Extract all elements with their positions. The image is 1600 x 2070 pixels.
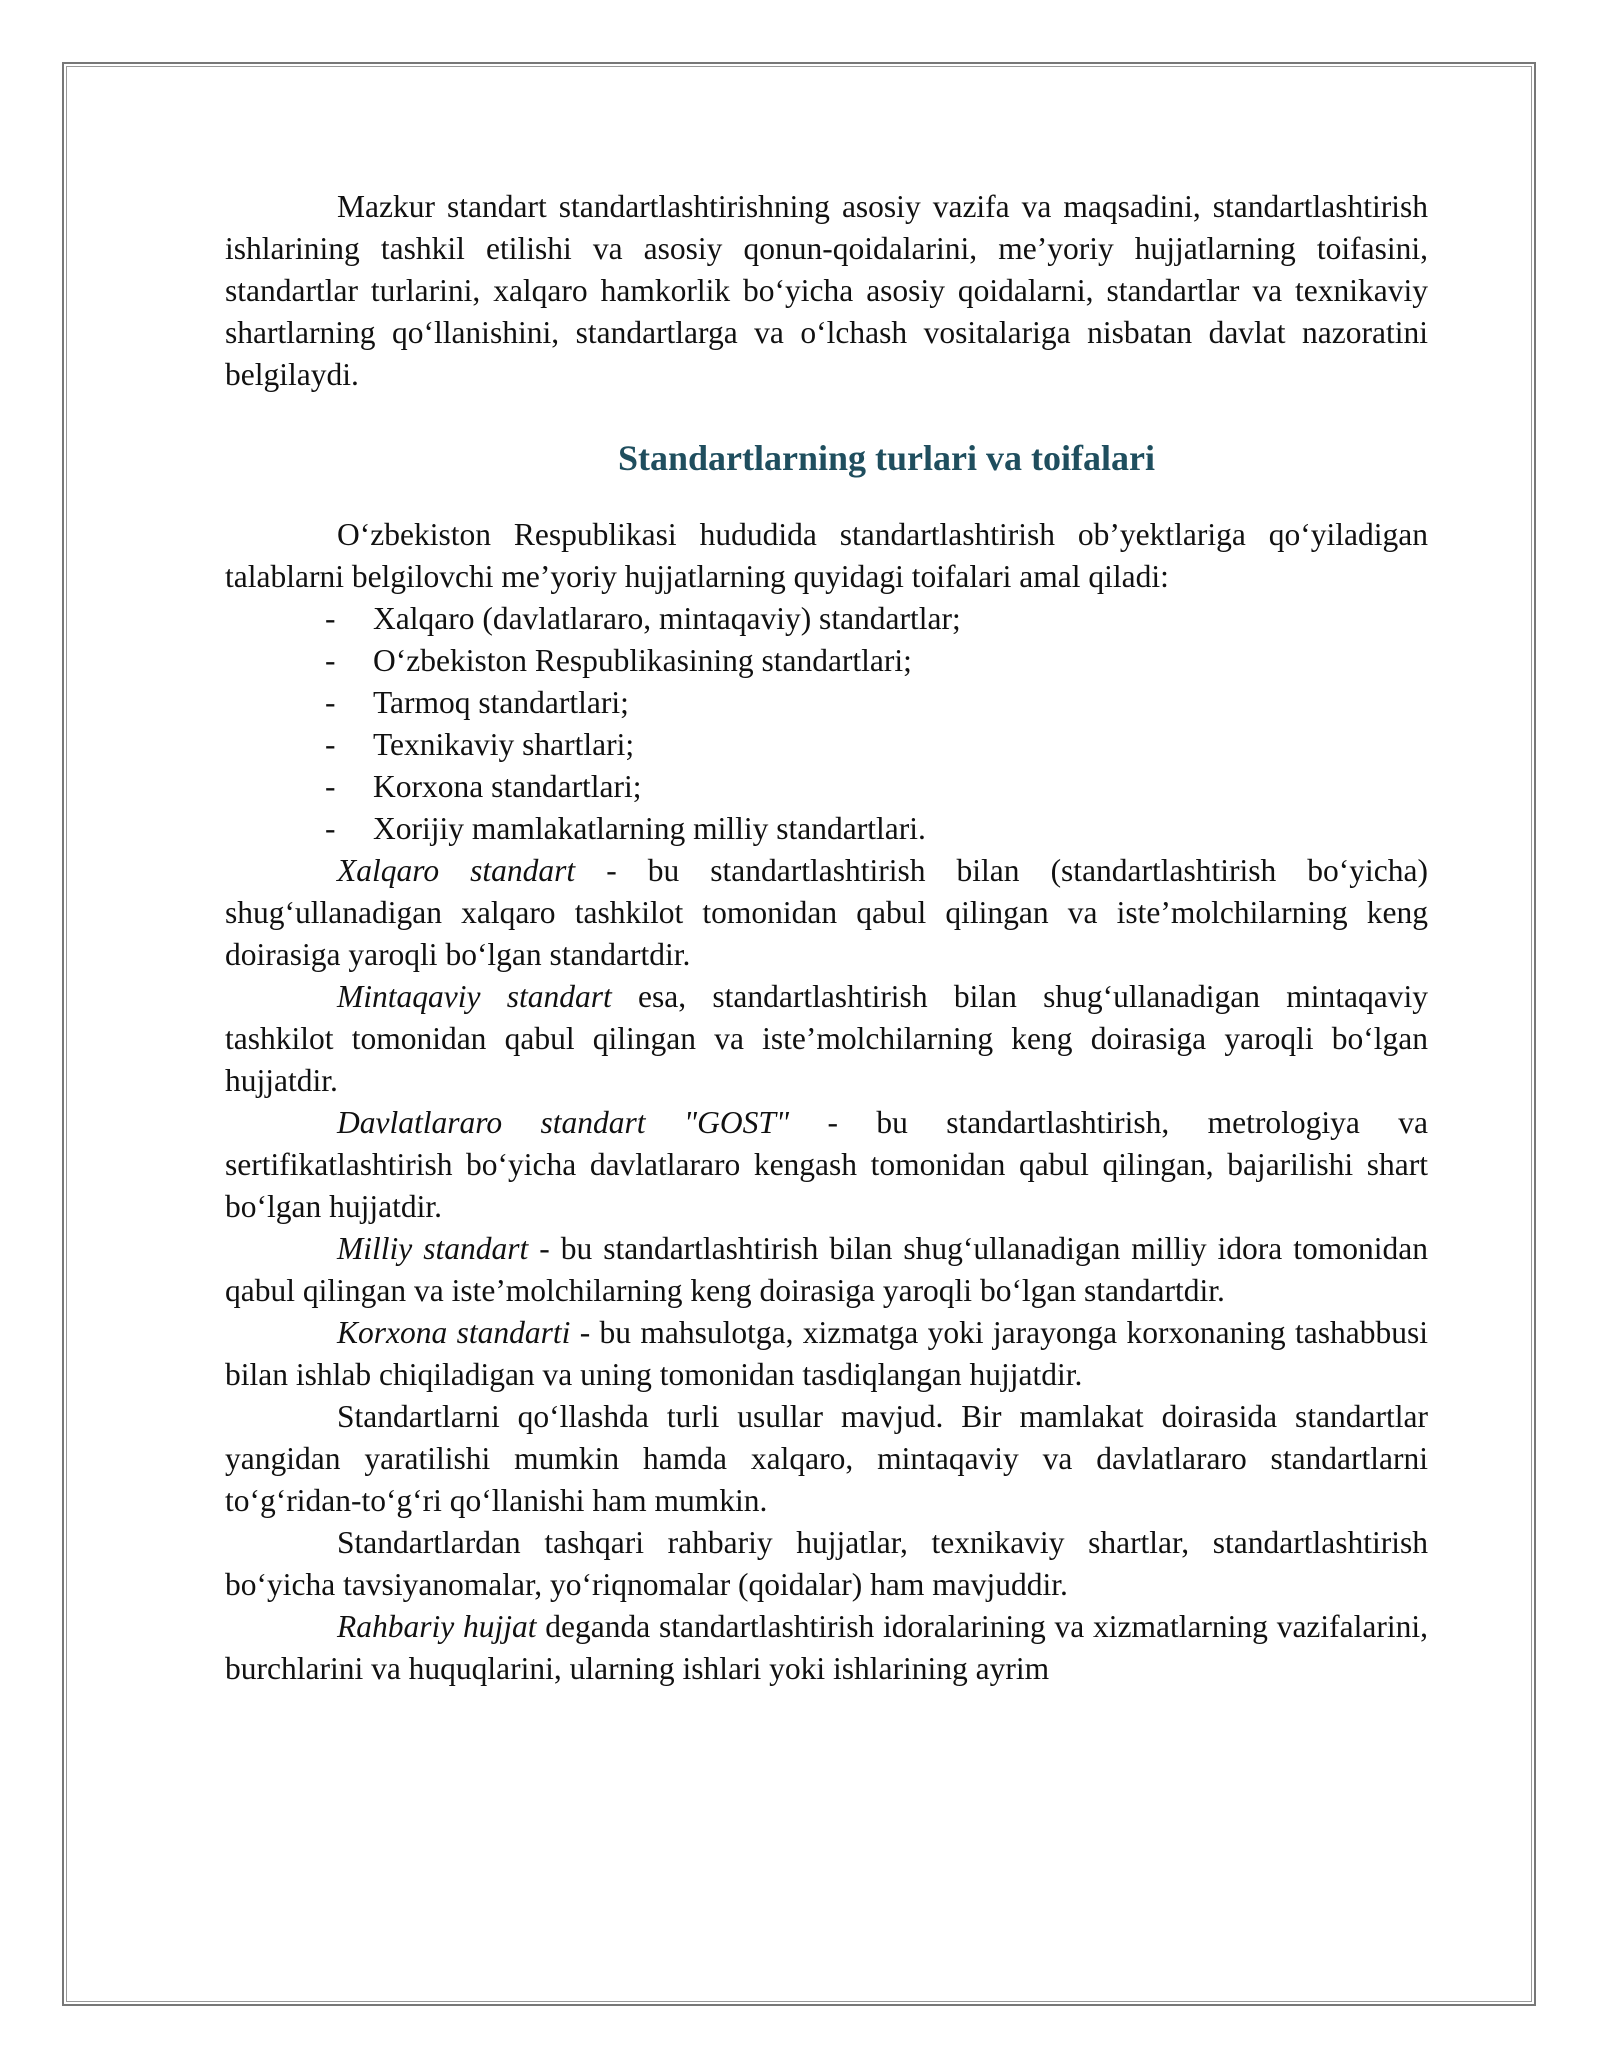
list-item-text: Xalqaro (davlatlararo, mintaqaviy) standartlar;: [373, 601, 961, 636]
list-item: [325, 598, 1428, 640]
list-item: [325, 724, 1428, 766]
final-text: deganda standartlashtirish idoralarining va xizmatlarning vazifalarini, burchlarini va huquqlarini, ularning ishlari yoki ishlarining ayrim: [225, 1609, 1428, 1686]
definition-text: - bu standartlashtirish bilan (standartlashtirish bo‘yicha) shug‘ullanadigan xalqaro tashkilot tomonidan qabul qilingan va iste’molchilarning keng doirasiga yaroqli bo‘lgan standartdir.: [225, 853, 1428, 972]
list-item-text: Korxona standartlari;: [373, 769, 642, 804]
list-bullet: -: [325, 727, 336, 762]
definition-term: Mintaqaviy standart: [337, 979, 612, 1014]
list-bullet: -: [325, 769, 336, 804]
definition-paragraph: [225, 850, 1428, 976]
lead-paragraph: O‘zbekiston Respublikasi hududida standartlashtirish ob’yektlariga qo‘yiladigan talablarni belgilovchi me’yoriy hujjatlarning quyidagi toifalari amal qiladi:: [225, 517, 1428, 594]
intro-paragraph: Mazkur standart standartlashtirishning asosiy vazifa va maqsadini, standartlashtirish ishlarining tashkil etilishi va asosiy qonun-qoidalarini, me’yoriy hujjatlarning toifasini, standartlar turlarini, xalqaro hamkorlik bo‘yicha asosiy qoidalarni, standartlar va texnikaviy shartlarning qo‘llanishini, standartlarga va o‘lchash vositalariga nisbatan davlat nazoratini belgilaydi.: [225, 189, 1428, 392]
definition-paragraph: [225, 1102, 1428, 1228]
list-item-text: Tarmoq standartlari;: [373, 685, 629, 720]
list-item-text: Texnikaviy shartlari;: [373, 727, 635, 762]
list-bullet: -: [325, 811, 336, 846]
definition-paragraph: [225, 1228, 1428, 1312]
definition-term: Davlatlararo standart "GOST": [337, 1105, 790, 1140]
list-bullet: -: [325, 601, 336, 636]
list-item: [325, 766, 1428, 808]
final-term: Rahbariy hujjat: [337, 1609, 537, 1644]
definition-text: - bu mahsulotga, xizmatga yoki jarayonga korxonaning tashabbusi bilan ishlab chiqiladigan va uning tomonidan tasdiqlangan hujjatdir.: [225, 1315, 1428, 1392]
usage-paragraph: Standartlarni qo‘llashda turli usullar mavjud. Bir mamlakat doirasida standartlar yangidan yaratilishi mumkin hamda xalqaro, mintaqaviy va davlatlararo standartlarni to‘g‘ridan-to‘g‘ri qo‘llanishi ham mumkin.: [225, 1399, 1428, 1518]
final-paragraph: [225, 1606, 1428, 1690]
definition-term: Milliy standart: [337, 1231, 529, 1266]
definition-term: Xalqaro standart: [337, 853, 576, 888]
list-bullet: -: [325, 685, 336, 720]
list-item-text: Xorijiy mamlakatlarning milliy standartlari.: [373, 811, 926, 846]
list-item: [325, 808, 1428, 850]
definition-text: - bu standartlashtirish bilan shug‘ullanadigan milliy idora tomonidan qabul qilingan va iste’molchilarning keng doirasiga yaroqli bo‘lgan standartdir.: [225, 1231, 1429, 1308]
document-body: [225, 186, 1428, 1690]
definition-paragraph: [225, 1312, 1428, 1396]
list-item-text: O‘zbekiston Respublikasining standartlari;: [373, 643, 912, 678]
section-heading: Standartlarning turlari va toifalari: [618, 438, 1155, 478]
definition-text: esa, standartlashtirish bilan shug‘ullanadigan mintaqaviy tashkilot tomonidan qabul qilingan va iste’molchilarning keng doirasiga yaroqli bo‘lgan hujjatdir.: [225, 979, 1428, 1098]
category-list: [225, 598, 1428, 850]
list-bullet: -: [325, 643, 336, 678]
other-documents-paragraph: Standartlardan tashqari rahbariy hujjatlar, texnikaviy shartlar, standartlashtirish bo‘yicha tavsiyanomalar, yo‘riqnomalar (qoidalar) ham mavjuddir.: [225, 1525, 1428, 1602]
list-item: [325, 682, 1428, 724]
definition-paragraph: [225, 976, 1428, 1102]
definition-term: Korxona standarti: [337, 1315, 571, 1350]
list-item: [325, 640, 1428, 682]
definition-text: - bu standartlashtirish, metrologiya va sertifikatlashtirish bo‘yicha davlatlararo kengash tomonidan qabul qilingan, bajarilishi shart bo‘lgan hujjatdir.: [225, 1105, 1429, 1224]
